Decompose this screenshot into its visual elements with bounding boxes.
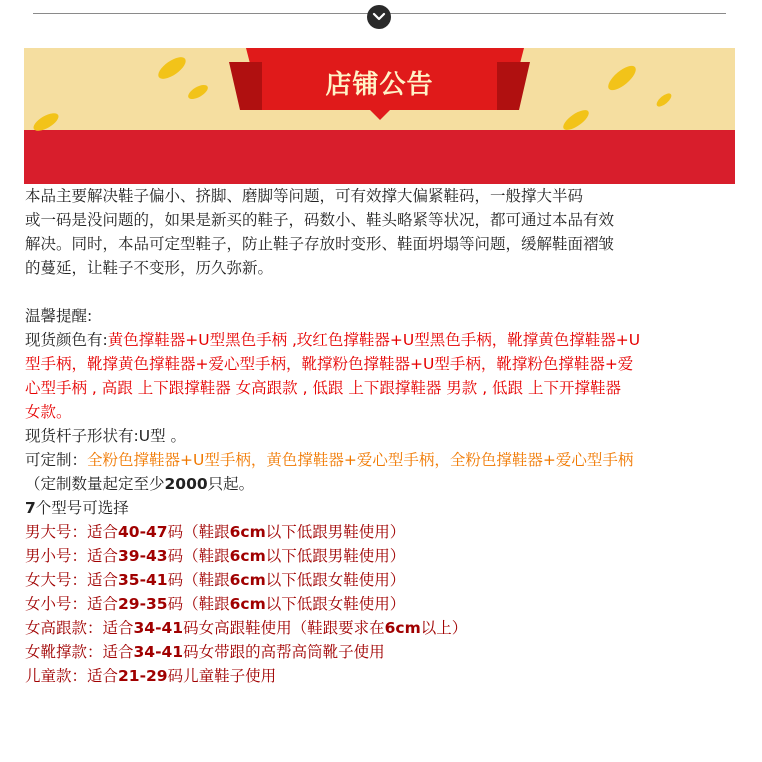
stock-colors-line: 心型手柄 , 高跟 上下跟撑鞋器 女高跟款 , 低跟 上下跟撑鞋器 男款 , 低跟 上下开撑鞋器 <box>25 379 621 397</box>
stock-colors-label: 现货颜色有: <box>25 331 108 349</box>
model-item: 儿童款：适合21-29码儿童鞋子使用 <box>25 667 277 685</box>
intro-line: 或一码是没问题的，如果是新买的鞋子，码数小、鞋头略紧等状况，都可通过本品有效 <box>25 211 615 229</box>
chevron-down-icon <box>372 12 386 22</box>
model-count: 7个型号可选择 <box>25 499 129 517</box>
model-list <box>25 520 737 688</box>
stock-shape-line: 现货杆子形状有:U型 。 <box>25 427 187 445</box>
stock-shape-label: 现货杆子形状有: <box>25 427 139 445</box>
stock-colors-line: 型手柄，靴撑黄色撑鞋器+爱心型手柄，靴撑粉色撑鞋器+U型手柄，靴撑粉色撑鞋器+爱 <box>25 355 634 373</box>
announcement-content <box>25 184 737 688</box>
stock-colors-line <box>25 328 737 352</box>
model-item: 女大号：适合35-41码（鞋跟6cm以下低跟女鞋使用） <box>25 571 406 589</box>
collapse-toggle[interactable] <box>367 5 391 29</box>
intro-line: 解决。同时，本品可定型鞋子，防止鞋子存放时变形、鞋面坍塌等问题，缓解鞋面褶皱 <box>25 235 615 253</box>
banner-title: 店铺公告 <box>325 70 434 100</box>
model-item: 女靴撑款：适合34-41码女带跟的高帮高筒靴子使用 <box>25 643 385 661</box>
custom-label: 可定制： <box>25 451 88 469</box>
custom-value: 全粉色撑鞋器+U型手柄，黄色撑鞋器+爱心型手柄，全粉色撑鞋器+爱心型手柄 <box>87 451 634 469</box>
stock-colors-value: 黄色撑鞋器+U型黑色手柄 ,玫红色撑鞋器+U型黑色手柄，靴撑黄色撑鞋器+U <box>107 331 641 349</box>
store-announcement-banner <box>24 48 735 184</box>
stock-shape-value: U型 <box>138 427 166 445</box>
stock-colors-line: 女款。 <box>25 403 72 421</box>
model-item: 男大号：适合40-47码（鞋跟6cm以下低跟男鞋使用） <box>25 523 406 541</box>
model-item: 女高跟款：适合34-41码女高跟鞋使用（鞋跟要求在6cm以上） <box>25 619 468 637</box>
reminder-heading: 温馨提醒: <box>25 307 93 325</box>
model-item: 男小号：适合39-43码（鞋跟6cm以下低跟男鞋使用） <box>25 547 406 565</box>
custom-line <box>25 448 737 472</box>
intro-line: 的蔓延，让鞋子不变形，历久弥新。 <box>25 259 274 277</box>
custom-note: （定制数量起定至少2000只起。 <box>25 475 255 493</box>
model-item: 女小号：适合29-35码（鞋跟6cm以下低跟女鞋使用） <box>25 595 406 613</box>
intro-line: 本品主要解决鞋子偏小、挤脚、磨脚等问题，可有效撑大偏紧鞋码，一般撑大半码 <box>25 187 584 205</box>
